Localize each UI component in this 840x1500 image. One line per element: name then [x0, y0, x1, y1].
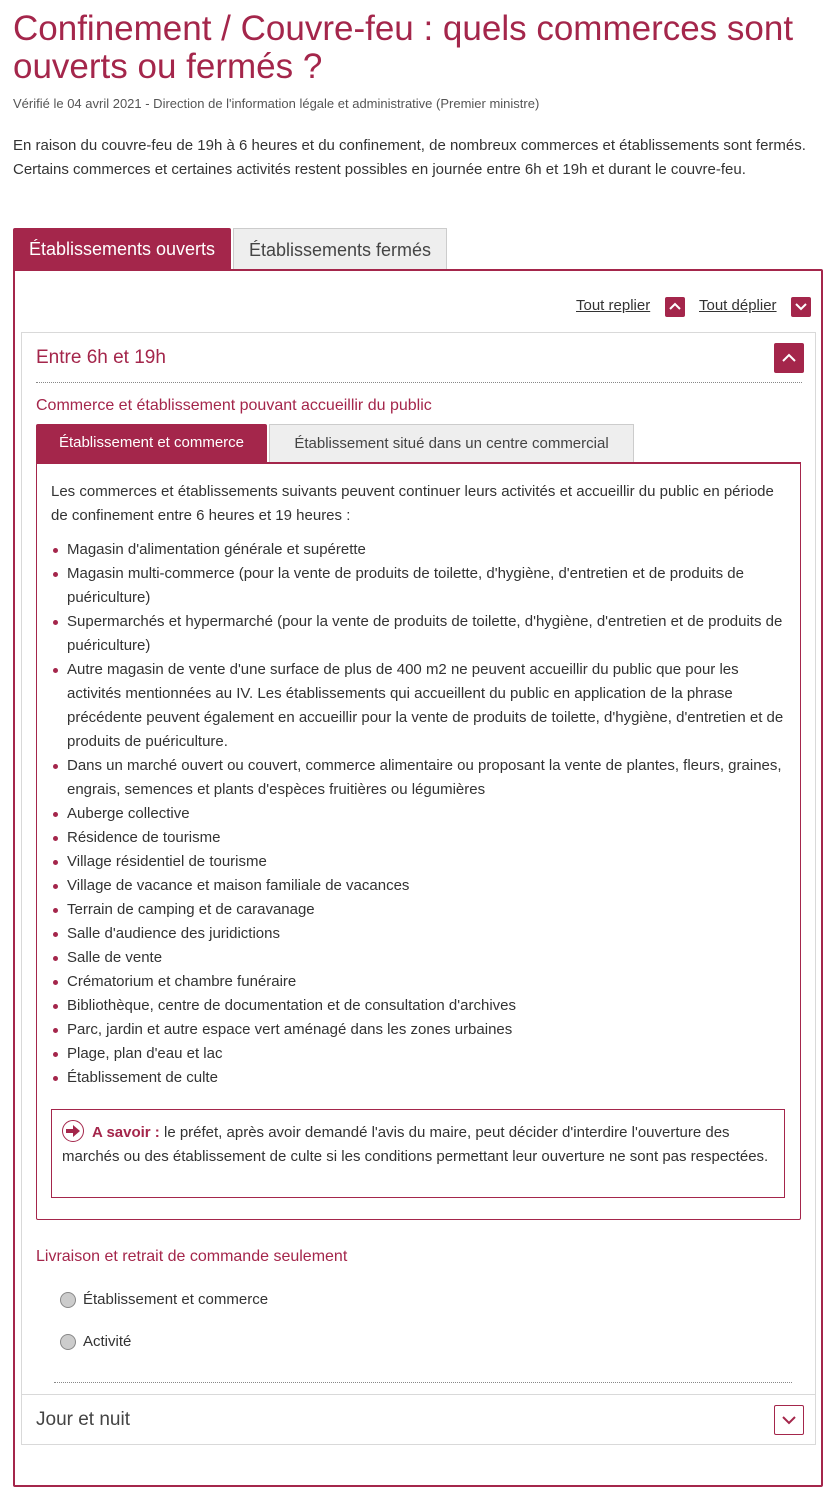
- list-item: Supermarchés et hypermarché (pour la vente de produits de toilette, d'hygiène, d'entretien et de produits de puériculture): [51, 610, 789, 658]
- chevron-up-icon: [782, 353, 796, 363]
- section-heading-public: Commerce et établissement pouvant accueillir du public: [36, 397, 432, 414]
- accordion-title[interactable]: Entre 6h et 19h: [36, 347, 166, 368]
- chevron-up-icon: [669, 302, 681, 311]
- page-title: Confinement / Couvre-feu : quels commerces sont ouverts ou fermés ?: [13, 9, 794, 86]
- note-label: A savoir :: [92, 1124, 160, 1141]
- accordion-entre-6h-19h: [21, 332, 816, 1394]
- page-meta: Vérifié le 04 avril 2021 - Direction de l'information légale et administrative (Premier ministre): [13, 96, 540, 111]
- tab-etablissement-commerce[interactable]: Établissement et commerce: [36, 424, 267, 462]
- list-item: Auberge collective: [51, 802, 789, 826]
- list-item: Magasin d'alimentation générale et supérette: [51, 538, 789, 562]
- list-item: Crématorium et chambre funéraire: [51, 970, 789, 994]
- accordion-toggle-button[interactable]: [774, 1405, 804, 1435]
- divider: [36, 382, 802, 383]
- expand-all-link[interactable]: Tout déplier: [699, 297, 777, 314]
- chevron-down-icon: [795, 302, 807, 311]
- list-item: Établissement de culte: [51, 1066, 789, 1090]
- accordion-jour-et-nuit: [21, 1394, 816, 1445]
- arrow-right-icon: [62, 1120, 84, 1142]
- tab-panel: [13, 269, 823, 1487]
- list-item: Terrain de camping et de caravanage: [51, 898, 789, 922]
- list-item: Résidence de tourisme: [51, 826, 789, 850]
- divider: [54, 1382, 792, 1383]
- chevron-down-icon: [782, 1415, 796, 1425]
- list-item: Autre magasin de vente d'une surface de plus de 400 m2 ne peuvent accueillir du public que pour les activités mentionnées au IV. Les établissements qui accueillent du public en application de la phrase précédente peuvent également en accueillir pour la vente de produits de toilette, d'hygiène, d'entretien et de produits de puériculture.: [51, 658, 789, 754]
- list-item: Village de vacance et maison familiale de vacances: [51, 874, 789, 898]
- inner-tab-panel: [36, 462, 801, 1220]
- radio-label: Activité: [83, 1333, 132, 1350]
- tab-etablissements-ouverts[interactable]: Établissements ouverts: [13, 228, 231, 271]
- content-intro: Les commerces et établissements suivants peuvent continuer leurs activités et accueillir du public en période de confinement entre 6 heures et 19 heures :: [51, 483, 774, 524]
- collapse-all-button[interactable]: [665, 297, 685, 317]
- list-item: Salle d'audience des juridictions: [51, 922, 789, 946]
- tab-centre-commercial[interactable]: Établissement situé dans un centre commercial: [269, 424, 634, 462]
- establishment-list: [51, 538, 789, 1090]
- list-item: Parc, jardin et autre espace vert aménagé dans les zones urbaines: [51, 1018, 789, 1042]
- section-heading-livraison: Livraison et retrait de commande seulement: [36, 1248, 348, 1265]
- list-item: Plage, plan d'eau et lac: [51, 1042, 789, 1066]
- list-item: Village résidentiel de tourisme: [51, 850, 789, 874]
- note-text: le préfet, après avoir demandé l'avis du maire, peut décider d'interdire l'ouverture des marchés ou des établissement de culte si les conditions permettant leur ouverture ne sont pas respectées.: [62, 1124, 769, 1165]
- radio-button[interactable]: [60, 1292, 76, 1308]
- list-item: Bibliothèque, centre de documentation et de consultation d'archives: [51, 994, 789, 1018]
- expand-all-button[interactable]: [791, 297, 811, 317]
- page-intro: En raison du couvre-feu de 19h à 6 heures et du confinement, de nombreux commerces et établissements sont fermés. Certains commerces et certaines activités restent possibles en journée entre 6h et 19h et durant le couvre-feu.: [13, 137, 806, 178]
- accordion-title[interactable]: Jour et nuit: [36, 1409, 130, 1430]
- accordion-toggle-button[interactable]: [774, 343, 804, 373]
- toggle-links: [576, 297, 812, 317]
- list-item: Salle de vente: [51, 946, 789, 970]
- tab-etablissements-fermes[interactable]: Établissements fermés: [233, 228, 447, 271]
- info-note: [51, 1109, 785, 1198]
- list-item: Magasin multi-commerce (pour la vente de produits de toilette, d'hygiène, d'entretien et de produits de puériculture): [51, 562, 789, 610]
- radio-label: Établissement et commerce: [83, 1291, 269, 1308]
- radio-button[interactable]: [60, 1334, 76, 1350]
- collapse-all-link[interactable]: Tout replier: [576, 297, 651, 314]
- list-item: Dans un marché ouvert ou couvert, commerce alimentaire ou proposant la vente de plantes, fleurs, graines, engrais, semences et plants d'espèces fruitières ou légumières: [51, 754, 789, 802]
